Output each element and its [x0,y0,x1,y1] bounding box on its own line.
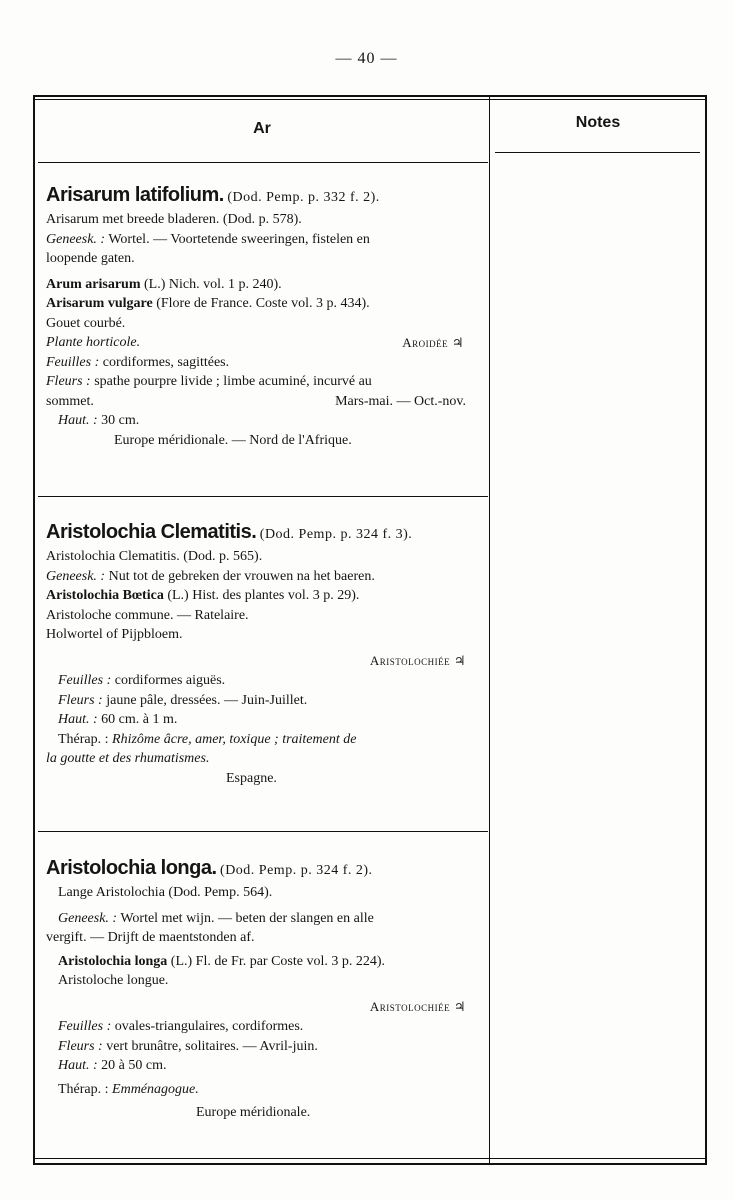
haut-label: Haut. : [58,413,98,428]
entry-title-ref: (Dod. Pemp. p. 324 f. 2). [220,863,373,878]
feuilles-line [46,353,486,373]
synonym-line [46,586,486,606]
family-label: Aristolochiée ♃ [369,652,466,668]
french-name: Aristoloche longue. [58,973,169,988]
geneesk-text: Wortel met wijn. — beten der slangen en alle [120,910,374,926]
geneesk-line [46,567,486,587]
synonym-line [46,952,486,972]
entry-title-line [46,180,486,210]
entry-title-line [46,517,486,547]
fleurs-cont-line [46,392,486,412]
entry-separator [38,831,488,832]
feuilles-line [46,671,486,691]
french-name: Aristoloche commune. — Ratelaire. [46,607,249,623]
geneesk-label: Geneesk. : [46,568,106,584]
therap-text: Emménagogue. [112,1081,199,1097]
synonym-line [46,294,486,314]
entry-separator [38,496,488,497]
therap-text: Rhizôme âcre, amer, toxique ; traitement de [112,731,357,747]
therap-label: Thérap. : [58,731,109,747]
header-separator-left [38,162,488,163]
column-header-ar: Ar [253,120,271,137]
entry-title-ref: (Dod. Pemp. p. 332 f. 2). [227,190,380,205]
therap-label: Thérap. : [58,1081,109,1097]
entry-line: Arisarum met breede bladeren. (Dod. p. 578). [46,212,302,227]
frame-bottom-rule [33,1158,707,1159]
fleurs-text-cont: sommet. [46,393,94,409]
plante-family-line [46,333,486,353]
region: Europe méridionale. — Nord de l'Afrique. [114,432,352,448]
page-number: — 40 — [335,50,398,67]
entry-title: Aristolochia longa. [46,857,217,879]
haut-text: 60 cm. à 1 m. [101,712,178,727]
geneesk-text-cont: loopende gaten. [46,251,135,266]
therap-line [46,1080,486,1100]
column-divider [489,95,490,1165]
feuilles-text: cordiformes aiguës. [114,673,226,688]
geneesk-text-cont: vergift. — Drijft de maentstonden af. [46,930,255,945]
synonym-ref: (Flore de France. Coste vol. 3 p. 434). [156,296,370,311]
fleurs-text: vert brunâtre, solitaires. — Avril-juin. [106,1038,318,1054]
family-line [46,997,486,1018]
entry-title: Aristolochia Clematitis. [46,521,257,543]
fleurs-label: Fleurs : [58,692,103,708]
haut-line [46,710,486,730]
column-header-notes: Notes [575,114,621,131]
synonym-name: Aristolochia Bœtica [46,588,164,603]
entry-arisarum-latifolium [46,180,486,450]
frame-top-rule [33,99,707,100]
fleurs-text: jaune pâle, dressées. — Juin-Juillet. [106,692,308,708]
geneesk-text: Nut tot de gebreken der vrouwen na het baeren. [108,568,375,584]
fleurs-label: Fleurs : [46,374,91,389]
feuilles-text: ovales-triangulaires, cordiformes. [114,1019,304,1034]
haut-line [46,1056,486,1076]
plante-note: Plante horticole. [46,335,141,350]
geneesk-label: Geneesk. : [46,231,106,247]
synonym-name: Aristolochia longa [58,953,168,969]
entry-title-line [46,853,486,883]
synonym-ref: (L.) Nich. vol. 1 p. 240). [144,276,282,292]
entry-title: Arisarum latifolium. [46,184,224,206]
synonym-name: Arisarum vulgare [46,296,153,311]
entry-aristolochia-clematitis [46,517,486,788]
geneesk-label: Geneesk. : [58,910,118,926]
feuilles-label: Feuilles : [46,354,100,370]
feuilles-label: Feuilles : [58,1019,112,1034]
entry-line: Lange Aristolochia (Dod. Pemp. 564). [58,885,273,900]
haut-label: Haut. : [58,1058,98,1073]
header-separator-right [495,152,700,153]
geneesk-line [46,230,486,250]
french-name: Gouet courbé. [46,315,126,331]
fleurs-line [46,1037,486,1057]
geneesk-line [46,909,486,929]
synonym-name: Arum arisarum [46,276,141,292]
haut-line [46,411,486,431]
family-label: Aristolochiée ♃ [369,998,466,1014]
family-line [46,651,486,672]
entry-title-ref: (Dod. Pemp. p. 324 f. 3). [259,527,413,542]
region: Europe méridionale. [196,1105,311,1120]
synonym-line [46,275,486,295]
haut-text: 20 à 50 cm. [101,1058,167,1073]
region: Espagne. [226,770,277,786]
synonym-ref: (L.) Hist. des plantes vol. 3 p. 29). [167,588,360,603]
family-label: Aroidée ♃ [402,335,464,350]
flowering-period: Mars-mai. — Oct.-nov. [335,393,466,409]
entry-line: Aristolochia Clematitis. (Dod. p. 565). [46,549,263,564]
fleurs-line [46,691,486,711]
feuilles-label: Feuilles : [58,673,112,688]
synonym-ref: (L.) Fl. de Fr. par Coste vol. 3 p. 224). [170,953,386,969]
fleurs-text: spathe pourpre livide ; limbe acuminé, incurvé au [94,374,372,389]
fleurs-line [46,372,486,392]
fleurs-label: Fleurs : [58,1038,103,1054]
feuilles-line [46,1017,486,1037]
therap-line [46,730,486,750]
haut-label: Haut. : [58,712,98,727]
dutch-name: Holwortel of Pijpbloem. [46,627,183,642]
geneesk-text: Wortel. — Voortetende sweeringen, fistelen en [108,231,370,247]
entry-aristolochia-longa [46,853,486,1123]
haut-text: 30 cm. [101,413,140,428]
therap-text-cont: la goutte et des rhumatismes. [46,751,210,766]
feuilles-text: cordiformes, sagittées. [102,354,230,370]
